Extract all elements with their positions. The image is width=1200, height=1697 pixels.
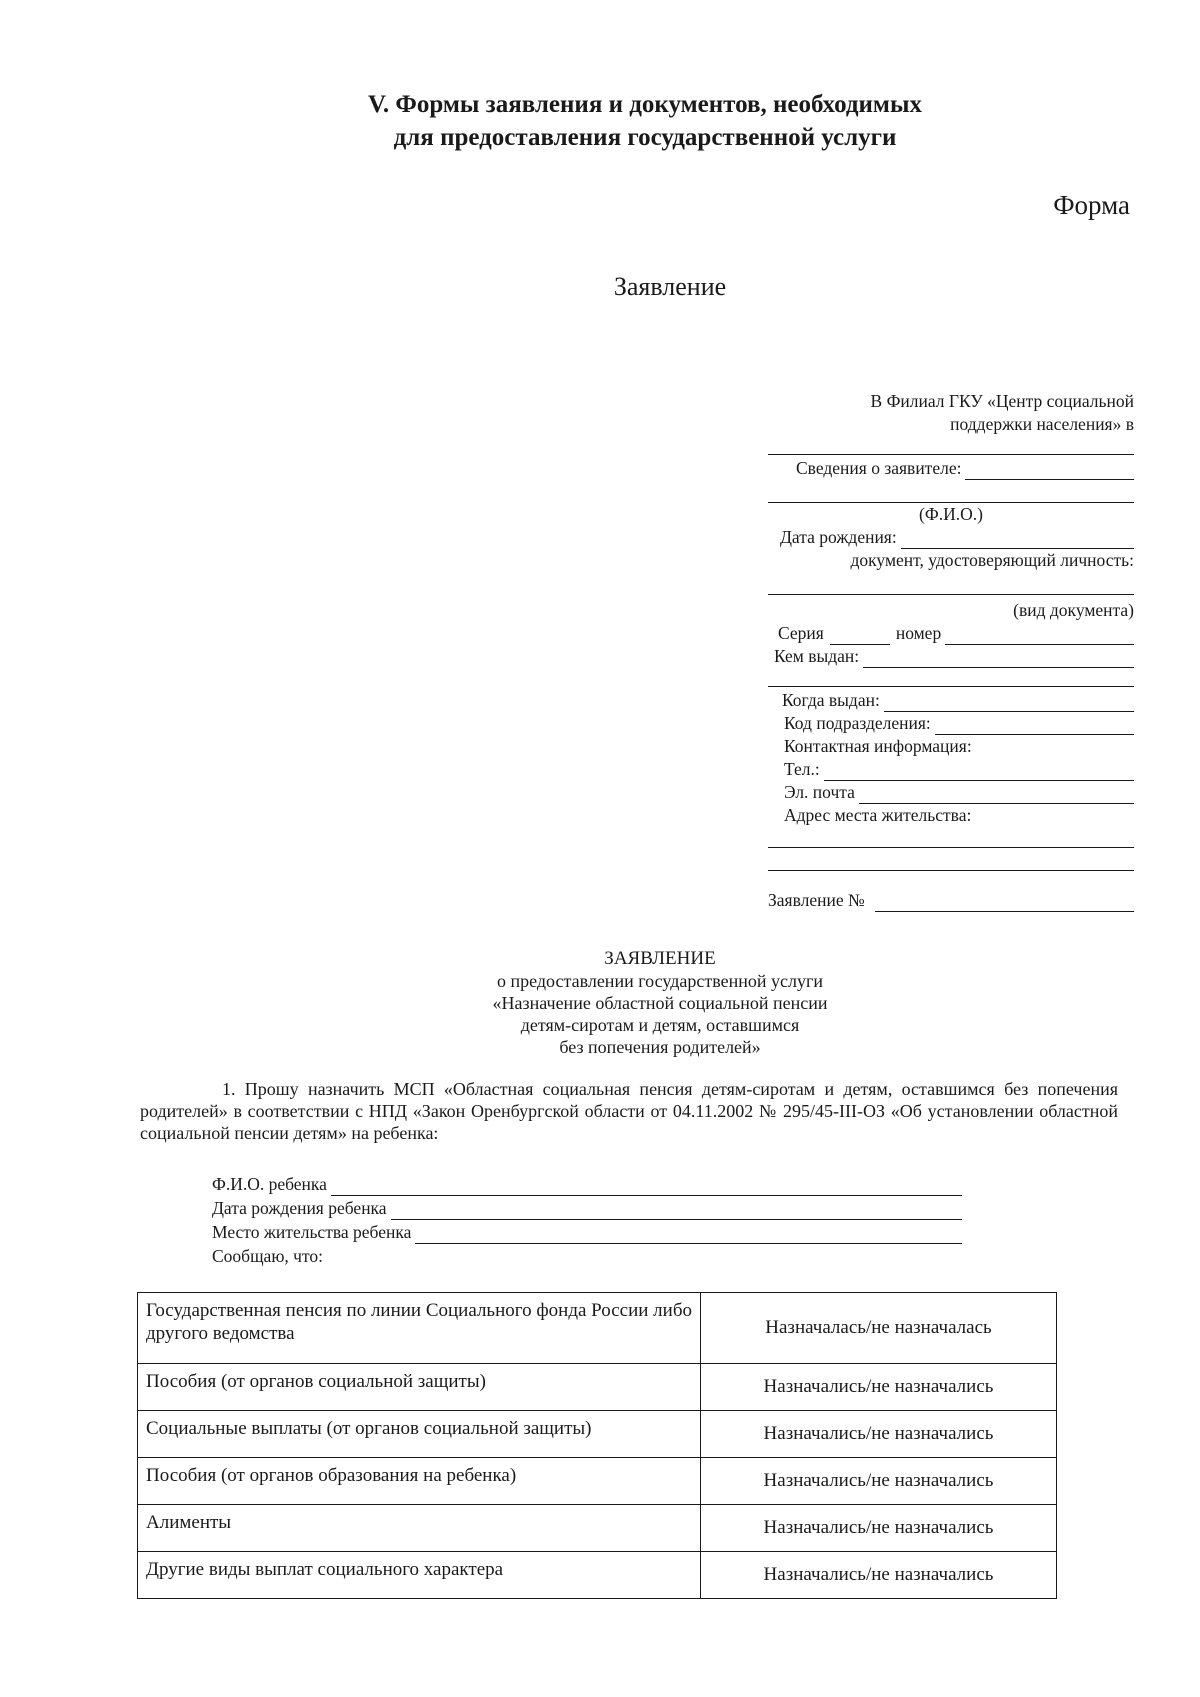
child-birth-blank[interactable] bbox=[391, 1201, 962, 1220]
heading-line4: без попечения родителей» bbox=[559, 1037, 761, 1057]
dept-code-blank[interactable] bbox=[935, 716, 1134, 735]
child-fio-label: Ф.И.О. ребенка bbox=[212, 1174, 327, 1194]
number-label: номер bbox=[895, 623, 942, 643]
address-blank-2[interactable] bbox=[768, 852, 1134, 871]
benefit-label: Государственная пенсия по линии Социального фонда России либо другого ведомства bbox=[138, 1293, 701, 1364]
section-title-line2: для предоставления государственной услуги bbox=[393, 124, 897, 151]
benefit-label: Алименты bbox=[138, 1505, 701, 1552]
number-blank[interactable] bbox=[945, 626, 1134, 645]
addressee-line2: поддержки населения» в bbox=[950, 414, 1134, 434]
series-blank[interactable] bbox=[830, 626, 890, 645]
birth-date-blank[interactable] bbox=[901, 530, 1134, 549]
child-fio-blank[interactable] bbox=[331, 1177, 962, 1196]
child-birth-label: Дата рождения ребенка bbox=[212, 1198, 387, 1218]
section-title-line1: V. Формы заявления и документов, необходимых bbox=[368, 91, 922, 118]
zayavlenie-title: Заявление bbox=[613, 272, 727, 301]
table-row bbox=[138, 1293, 1057, 1364]
id-document-label: документ, удостоверяющий личность: bbox=[850, 550, 1134, 570]
email-blank[interactable] bbox=[859, 785, 1134, 804]
child-residence-label: Место жительства ребенка bbox=[212, 1222, 412, 1242]
form-label: Форма bbox=[1053, 190, 1130, 220]
applicant-info-label: Сведения о заявителе: bbox=[796, 458, 962, 478]
heading-main: ЗАЯВЛЕНИЕ bbox=[604, 948, 716, 969]
applicant-info-blank[interactable] bbox=[965, 461, 1134, 480]
table-row bbox=[138, 1505, 1057, 1552]
id-document-caption: (вид документа) bbox=[1013, 600, 1134, 620]
birth-date-label: Дата рождения: bbox=[780, 527, 897, 547]
addressee-line1: В Филиал ГКУ «Центр социальной bbox=[870, 391, 1134, 411]
benefit-status[interactable]: Назначались/не назначались bbox=[701, 1552, 1057, 1599]
address-blank-1[interactable] bbox=[768, 829, 1134, 848]
application-heading bbox=[0, 948, 1200, 1058]
email-label: Эл. почта bbox=[784, 782, 855, 802]
series-label: Серия bbox=[778, 623, 824, 643]
addressee-blank[interactable] bbox=[768, 436, 1134, 455]
dept-code-label: Код подразделения: bbox=[784, 713, 931, 733]
address-label: Адрес места жительства: bbox=[784, 805, 972, 825]
application-number-blank[interactable] bbox=[875, 893, 1134, 912]
benefit-status[interactable]: Назначались/не назначались bbox=[701, 1458, 1057, 1505]
child-residence-blank[interactable] bbox=[415, 1225, 962, 1244]
benefit-status[interactable]: Назначались/не назначались bbox=[701, 1364, 1057, 1411]
benefit-label: Социальные выплаты (от органов социальной защиты) bbox=[138, 1411, 701, 1458]
issued-when-label: Когда выдан: bbox=[782, 690, 880, 710]
heading-line2: «Назначение областной социальной пенсии bbox=[492, 993, 828, 1013]
application-number-label: Заявление № bbox=[768, 890, 865, 910]
issued-by-blank[interactable] bbox=[863, 649, 1134, 668]
issued-by-label: Кем выдан: bbox=[774, 646, 860, 666]
phone-label: Тел.: bbox=[784, 759, 820, 779]
contact-info-label: Контактная информация: bbox=[784, 736, 972, 756]
request-paragraph: 1. Прошу назначить МСП «Областная социальная пенсия детям-сиротам и детям, оставшимся без попечения родителей» в соответствии с НПД «Закон Оренбургской области от 04.11.2002 № 295/45-III-ОЗ «Об установлении областной социальной пенсии детям» на ребенка: bbox=[140, 1079, 1118, 1143]
id-document-blank[interactable] bbox=[768, 576, 1134, 595]
table-row bbox=[138, 1458, 1057, 1505]
heading-line1: о предоставлении государственной услуги bbox=[497, 971, 823, 991]
benefit-label: Другие виды выплат социального характера bbox=[138, 1552, 701, 1599]
report-label: Сообщаю, что: bbox=[212, 1246, 323, 1266]
issued-when-blank[interactable] bbox=[884, 693, 1134, 712]
benefit-label: Пособия (от органов образования на ребенка) bbox=[138, 1458, 701, 1505]
table-row bbox=[138, 1411, 1057, 1458]
issued-by-blank-2[interactable] bbox=[768, 668, 1134, 687]
phone-blank[interactable] bbox=[824, 762, 1134, 781]
fio-blank[interactable] bbox=[768, 484, 1134, 503]
heading-line3: детям-сиротам и детям, оставшимся bbox=[520, 1015, 800, 1035]
fio-caption: (Ф.И.О.) bbox=[919, 504, 983, 524]
benefit-status[interactable]: Назначались/не назначались bbox=[701, 1505, 1057, 1552]
benefit-status[interactable]: Назначалась/не назначалась bbox=[701, 1293, 1057, 1364]
benefits-table bbox=[137, 1292, 1057, 1599]
benefit-status[interactable]: Назначались/не назначались bbox=[701, 1411, 1057, 1458]
table-row bbox=[138, 1552, 1057, 1599]
section-title bbox=[0, 88, 1200, 154]
applicant-block bbox=[768, 390, 1134, 912]
benefit-label: Пособия (от органов социальной защиты) bbox=[138, 1364, 701, 1411]
child-fields bbox=[212, 1172, 962, 1268]
table-row bbox=[138, 1364, 1057, 1411]
